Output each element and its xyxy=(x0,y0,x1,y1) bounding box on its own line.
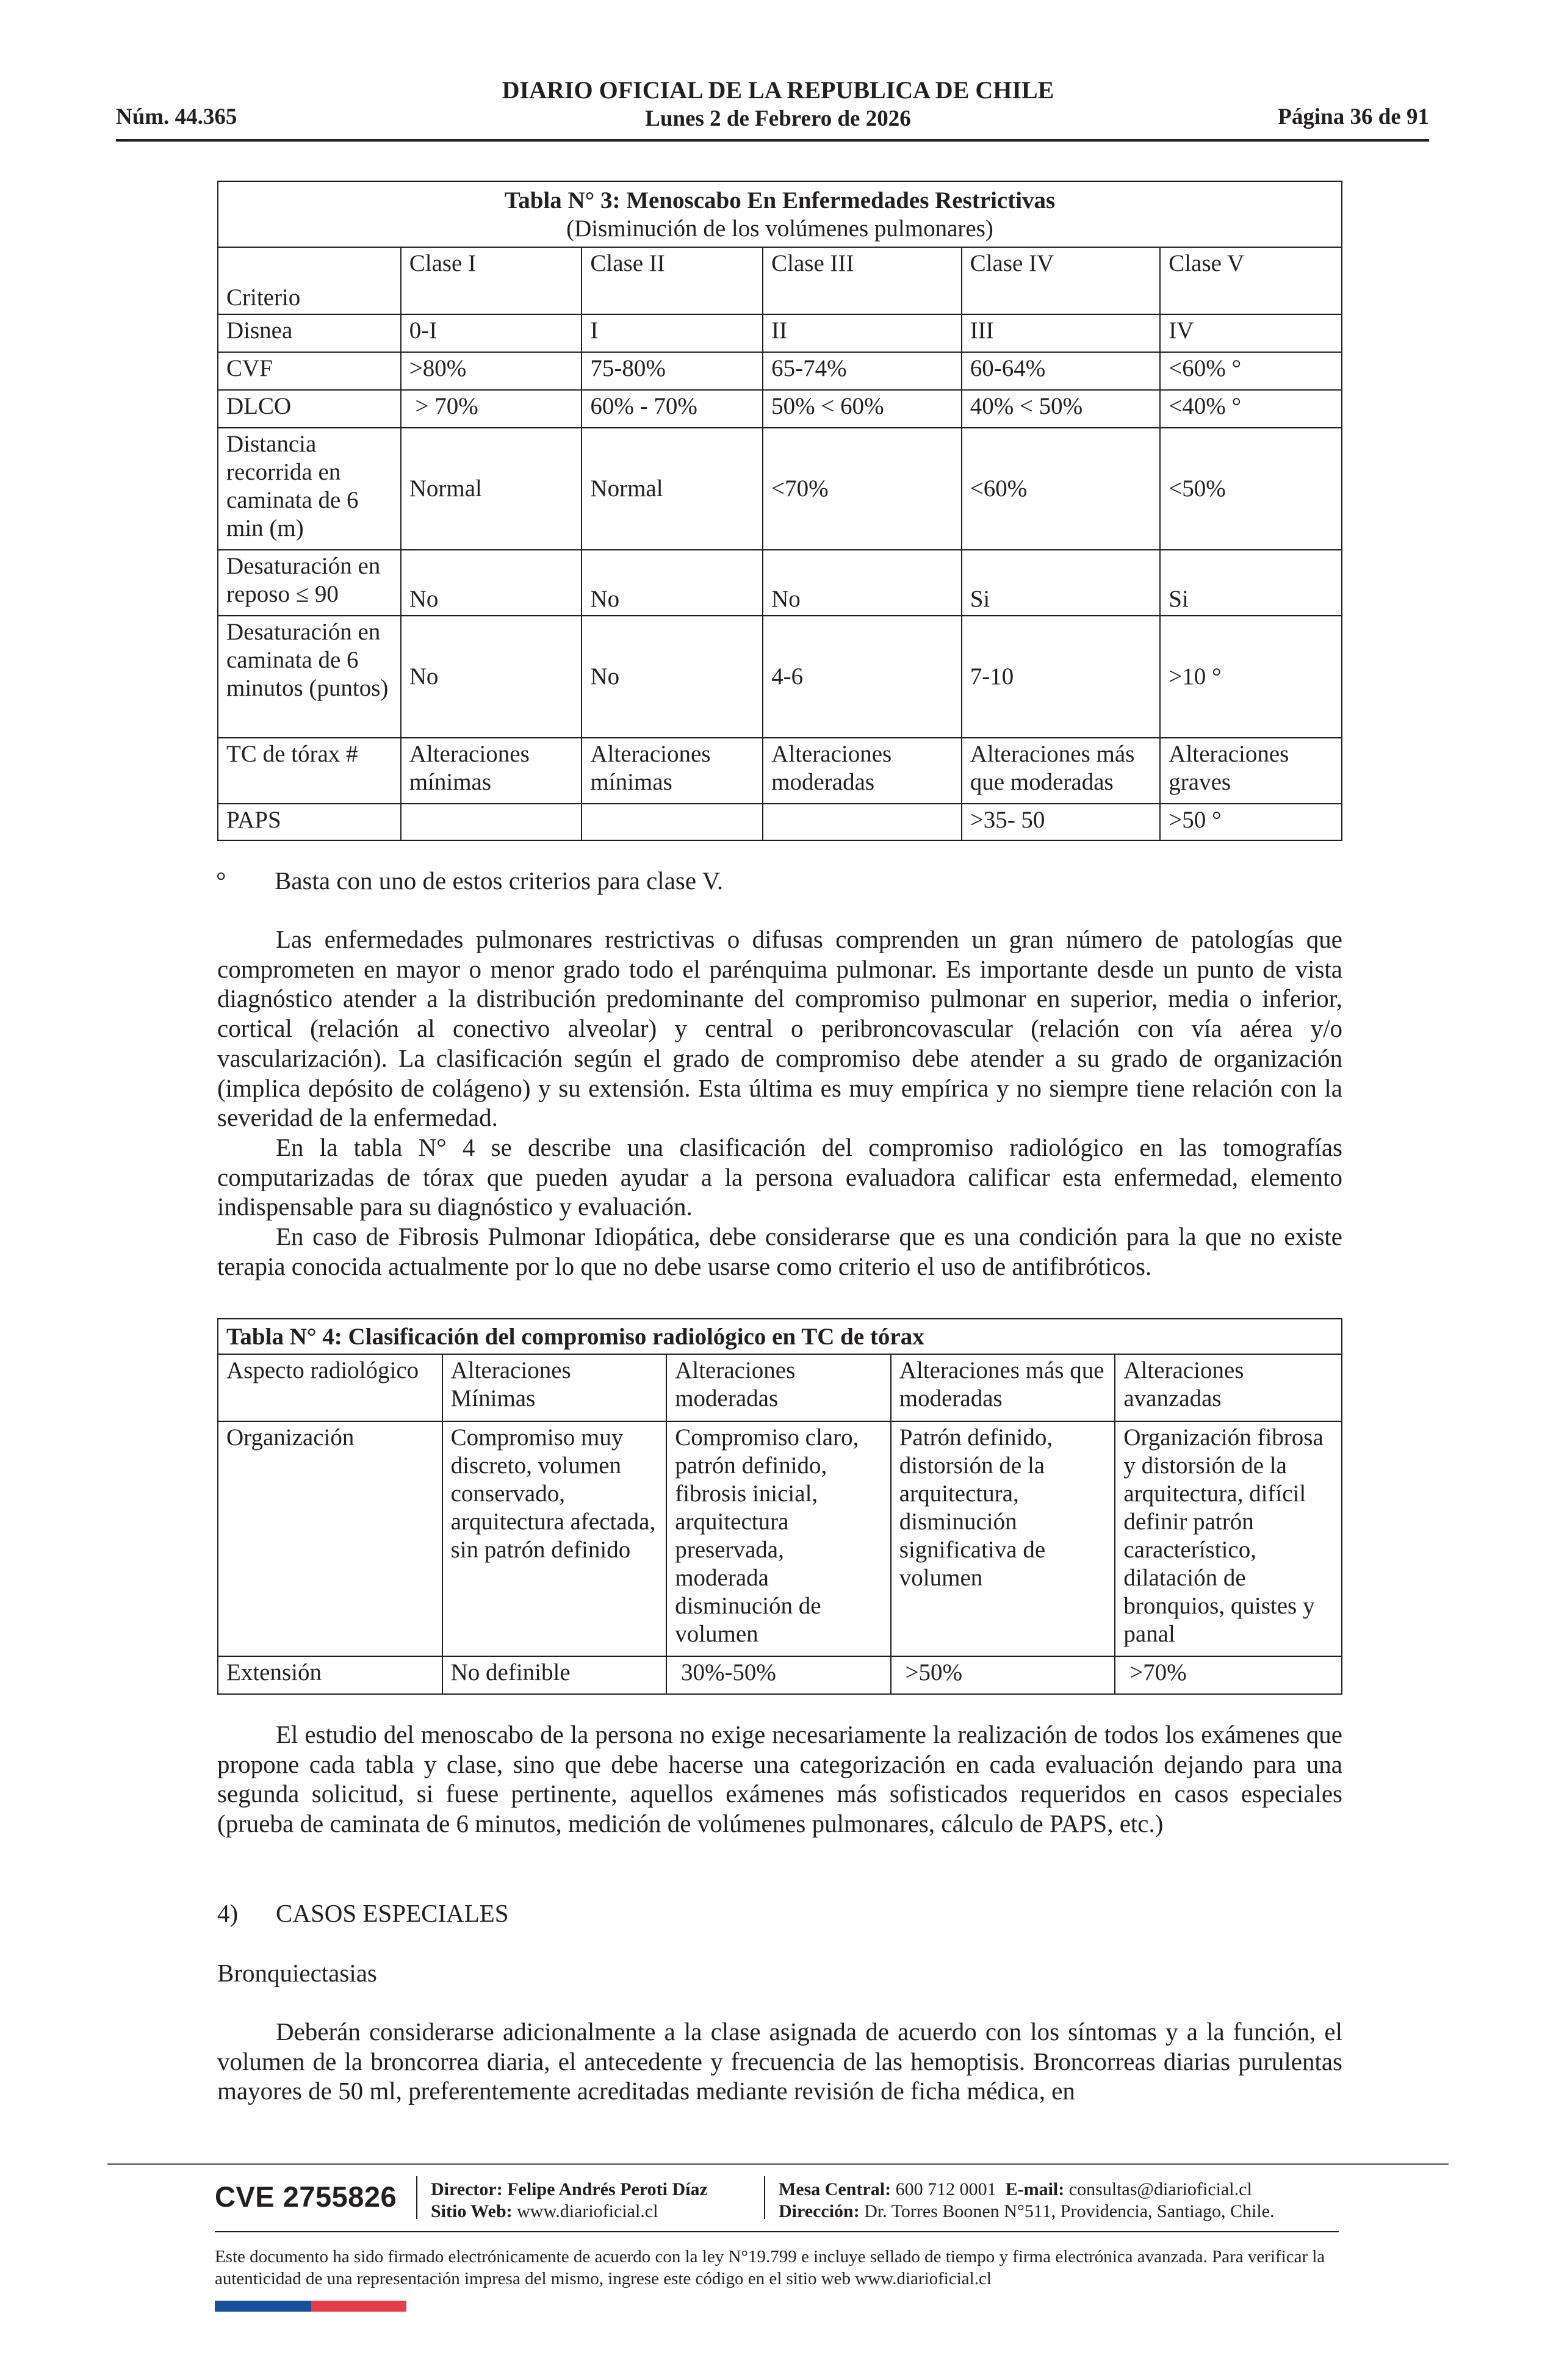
table-cell: <60% ° xyxy=(1160,352,1342,390)
footer-director-block xyxy=(431,2179,708,2223)
table-cell: <50% xyxy=(1160,428,1342,550)
table-cell xyxy=(401,804,582,840)
web-link[interactable]: www.diarioficial.cl xyxy=(517,2201,658,2221)
table-caption xyxy=(218,181,1342,247)
table-row xyxy=(218,390,1342,428)
footer-separator xyxy=(764,2176,765,2219)
publication-title: DIARIO OFICIAL DE LA REPUBLICA DE CHILE xyxy=(502,76,1054,104)
table-cell: Alteraciones mínimas xyxy=(582,738,763,804)
row-label: PAPS xyxy=(218,804,401,840)
footer-inner-divider xyxy=(215,2231,1339,2232)
column-header-class-3: Clase III xyxy=(763,247,962,314)
table-cell: No xyxy=(582,550,763,616)
footer-color-bar-blue xyxy=(215,2301,311,2312)
table-cell: 40% < 50% xyxy=(962,390,1161,428)
paragraph: En la tabla N° 4 se describe una clasificación del compromiso radiológico en las tomografías computarizadas de tórax que pueden ayudar a la persona evaluadora calificar esta enfermedad, elemento indispensable para su diagnóstico y evaluación. xyxy=(217,1133,1342,1221)
table-subtitle: (Disminución de los volúmenes pulmonares) xyxy=(566,215,993,242)
table-cell: Compromiso claro, patrón definido, fibrosis inicial, arquitectura preservada, moderada disminución de volumen xyxy=(666,1421,891,1656)
table-cell: Organización fibrosa y distorsión de la arquitectura, difícil definir patrón característico, dilatación de bronquios, quistes y panal xyxy=(1115,1421,1342,1656)
director-name: Felipe Andrés Peroti Díaz xyxy=(507,2179,708,2199)
email-link[interactable]: consultas@diarioficial.cl xyxy=(1068,2179,1252,2199)
footer-contact-block xyxy=(779,2179,1275,2223)
table-cell: No xyxy=(401,550,582,616)
column-header-advanced: Alteraciones avanzadas xyxy=(1115,1354,1342,1421)
table-cell: I xyxy=(582,314,763,352)
phone-value: 600 712 0001 xyxy=(895,2179,996,2199)
paragraph: El estudio del menoscabo de la persona no exige necesariamente la realización de todos los exámenes que propone cada tabla y clase, sino que debe hacerse una categorización en cada evaluación dejando para una segunda solicitud, si fuese pertinente, aquellos exámenes más sofisticados requeridos en casos especiales (prueba de caminata de 6 minutos, medición de volúmenes pulmonares, cálculo de PAPS, etc.) xyxy=(217,1720,1342,1838)
paragraph: Las enfermedades pulmonares restrictivas o difusas comprenden un gran número de patologías que comprometen en mayor o menor grado todo el parénquima pulmonar. Es importante desde un punto de vista diagnóstico atender a la distribución predominante del compromiso pulmonar en superior, media o inferior, cortical (relación al conectivo alveolar) y central o peribroncovascular (relación con vía aérea y/o vascularización). La clasificación según el grado de compromiso debe atender a su grado de organización (implica depósito de colágeno) y su extensión. Esta última es muy empírica y no siempre tiene relación con la severidad de la enfermedad. xyxy=(217,925,1342,1132)
table-title: Tabla N° 4: Clasificación del compromiso radiológico en TC de tórax xyxy=(218,1319,1342,1354)
table-cell: Compromiso muy discreto, volumen conservado, arquitectura afectada, sin patrón definido xyxy=(442,1421,667,1656)
table-row xyxy=(218,616,1342,738)
phone-label: Mesa Central: xyxy=(779,2179,891,2199)
table-cell: Alteraciones graves xyxy=(1160,738,1342,804)
table-cell: >10 ° xyxy=(1160,616,1342,738)
table-radiological-classification xyxy=(217,1318,1342,1695)
table-cell xyxy=(582,804,763,840)
column-header-minimal: Alteraciones Mínimas xyxy=(442,1354,667,1421)
table-cell: >50% xyxy=(891,1656,1115,1694)
table-cell: No definible xyxy=(442,1656,667,1694)
table-cell: 65-74% xyxy=(763,352,962,390)
section-title: CASOS ESPECIALES xyxy=(276,1899,509,1927)
table-caption-row xyxy=(218,181,1342,247)
subsection-title: Bronquiectasias xyxy=(217,1959,377,1987)
paragraph: Deberán considerarse adicionalmente a la clase asignada de acuerdo con los síntomas y a la función, el volumen de la broncorrea diaria, el antecedente y frecuencia de las hemoptisis. Broncorreas diarias purulentas mayores de 50 ml, preferentemente acreditadas mediante revisión de ficha médica, en xyxy=(217,2018,1342,2105)
table-cell: Alteraciones moderadas xyxy=(763,738,962,804)
table-row xyxy=(218,1656,1342,1694)
table-cell: No xyxy=(763,550,962,616)
web-label: Sitio Web: xyxy=(431,2201,513,2221)
director-label: Director: xyxy=(431,2179,503,2199)
column-header-aspect: Aspecto radiológico xyxy=(218,1354,442,1421)
row-label: Extensión xyxy=(218,1656,442,1694)
table-cell: 75-80% xyxy=(582,352,763,390)
table-row xyxy=(218,804,1342,840)
table-cell: No xyxy=(582,616,763,738)
address-label: Dirección: xyxy=(779,2201,860,2221)
table-cell xyxy=(763,804,962,840)
table-cell: 7-10 xyxy=(962,616,1161,738)
table-row xyxy=(218,1421,1342,1656)
footer-color-bar-red xyxy=(311,2301,406,2312)
row-label: Desaturación en reposo ≤ 90 xyxy=(218,550,401,616)
table-footnote xyxy=(216,865,723,896)
table-cell: IV xyxy=(1160,314,1342,352)
footer-separator xyxy=(416,2176,417,2219)
table-cell: 4-6 xyxy=(763,616,962,738)
column-header-class-2: Clase II xyxy=(582,247,763,314)
table-cell: 30%-50% xyxy=(666,1656,891,1694)
table-cell: >50 ° xyxy=(1160,804,1342,840)
column-header-class-4: Clase IV xyxy=(962,247,1161,314)
table-cell: III xyxy=(962,314,1161,352)
publication-date: Lunes 2 de Febrero de 2026 xyxy=(645,106,911,131)
footnote-symbol: ° xyxy=(216,867,226,895)
row-label: Distancia recorrida en caminata de 6 min (m) xyxy=(218,428,401,550)
page-number: Página 36 de 91 xyxy=(1278,104,1429,129)
table-cell: > 70% xyxy=(401,390,582,428)
table-cell: II xyxy=(763,314,962,352)
table-cell: >35- 50 xyxy=(962,804,1161,840)
row-label: CVF xyxy=(218,352,401,390)
column-header-class-1: Clase I xyxy=(401,247,582,314)
table-row xyxy=(218,352,1342,390)
table-cell: 50% < 60% xyxy=(763,390,962,428)
header-divider xyxy=(116,139,1429,142)
column-header-moderate: Alteraciones moderadas xyxy=(666,1354,891,1421)
row-label: Organización xyxy=(218,1421,442,1656)
table-cell: Si xyxy=(1160,550,1342,616)
table-cell: Alteraciones más que moderadas xyxy=(962,738,1161,804)
column-header-class-5: Clase V xyxy=(1160,247,1342,314)
table-cell: <70% xyxy=(763,428,962,550)
paragraph: En caso de Fibrosis Pulmonar Idiopática, debe considerarse que es una condición para la que no existe terapia conocida actualmente por lo que no debe usarse como criterio el uso de antifibróticos. xyxy=(217,1222,1342,1280)
cve-code: CVE 2755826 xyxy=(215,2180,397,2213)
electronic-signature-notice: Este documento ha sido firmado electrónicamente de acuerdo con la ley N°19.799 e incluye sellado de tiempo y firma electrónica avanzada. Para verificar la autenticidad de una representación impresa del mismo, ingrese este código en el sitio web www.diarioficial.cl xyxy=(215,2247,1325,2288)
row-label: Disnea xyxy=(218,314,401,352)
section-number: 4) xyxy=(217,1899,239,1927)
row-label: TC de tórax # xyxy=(218,738,401,804)
email-label: E-mail: xyxy=(1005,2179,1065,2199)
table-cell: Normal xyxy=(582,428,763,550)
row-label: Desaturación en caminata de 6 minutos (puntos) xyxy=(218,616,401,738)
table-header-row xyxy=(218,247,1342,314)
table-cell: Alteraciones mínimas xyxy=(401,738,582,804)
table-cell: 60-64% xyxy=(962,352,1161,390)
table-row xyxy=(218,314,1342,352)
table-row xyxy=(218,738,1342,804)
table-cell: Patrón definido, distorsión de la arquitectura, disminución significativa de volumen xyxy=(891,1421,1115,1656)
table-cell: <60% xyxy=(962,428,1161,550)
address-value: Dr. Torres Boonen N°511, Providencia, Santiago, Chile. xyxy=(864,2201,1275,2221)
table-cell: Normal xyxy=(401,428,582,550)
table-cell: <40% ° xyxy=(1160,390,1342,428)
section-heading xyxy=(217,1898,509,1928)
table-cell: >80% xyxy=(401,352,582,390)
table-restrictive-diseases xyxy=(217,181,1342,841)
row-label: DLCO xyxy=(218,390,401,428)
column-header-more-than-moderate: Alteraciones más que moderadas xyxy=(891,1354,1115,1421)
issue-number: Núm. 44.365 xyxy=(116,104,237,129)
table-cell: 0-I xyxy=(401,314,582,352)
table-cell: No xyxy=(401,616,582,738)
column-header-criterion: Criterio xyxy=(218,247,401,314)
table-caption-row xyxy=(218,1319,1342,1354)
table-cell: >70% xyxy=(1115,1656,1342,1694)
table-header-row xyxy=(218,1354,1342,1421)
table-row xyxy=(218,428,1342,550)
table-row xyxy=(218,550,1342,616)
table-cell: Si xyxy=(962,550,1161,616)
table-cell: 60% - 70% xyxy=(582,390,763,428)
footnote-text: Basta con uno de estos criterios para clase V. xyxy=(275,867,724,895)
table-title: Tabla N° 3: Menoscabo En Enfermedades Restrictivas xyxy=(504,187,1056,214)
footer-divider xyxy=(107,2163,1449,2165)
